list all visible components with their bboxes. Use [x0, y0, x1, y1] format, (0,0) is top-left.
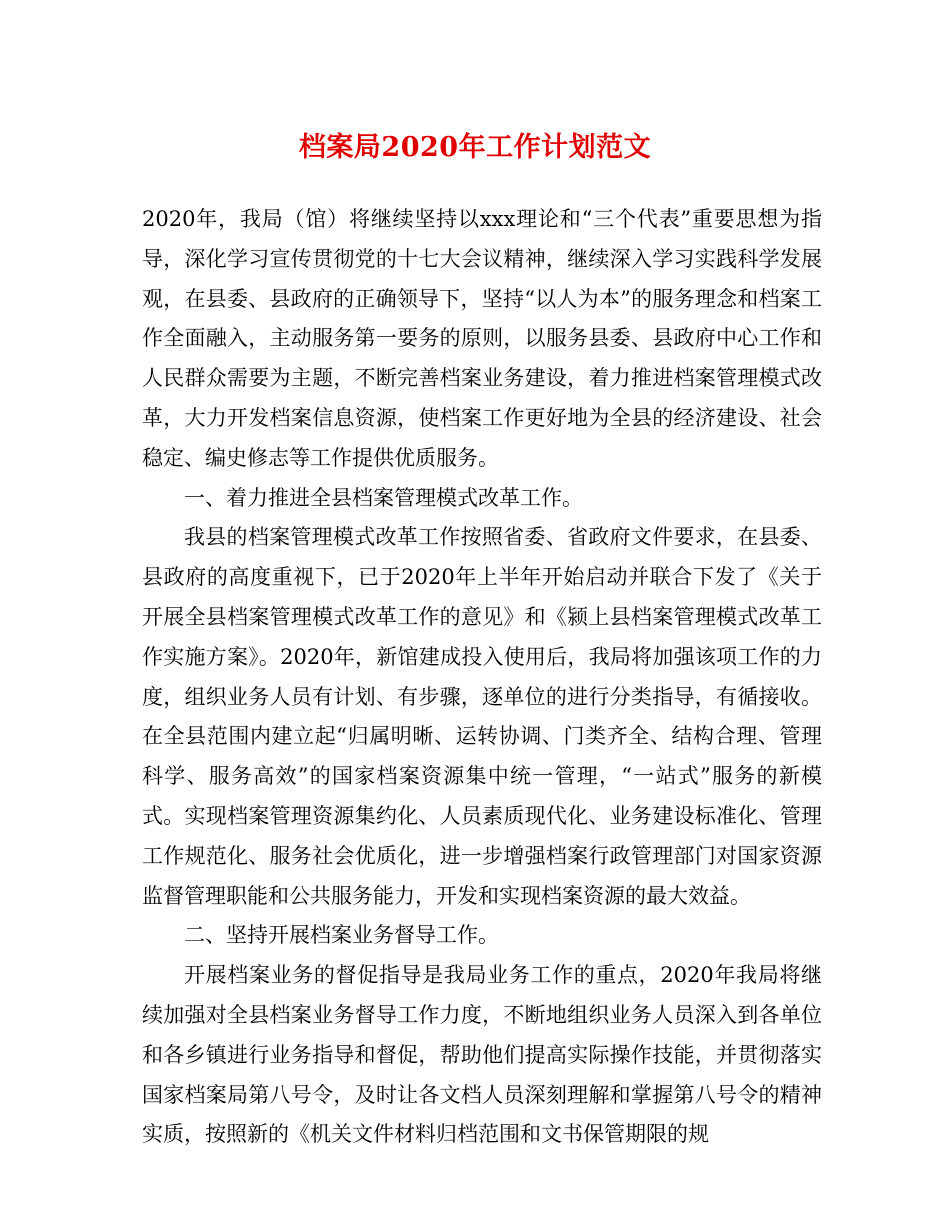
section-heading-1: 一、着力推进全县档案管理模式改革工作。 — [184, 485, 583, 510]
paragraph-section-2: 开展档案业务的督促指导是我局业务工作的重点，2020年我局将继续加强对全县档案业务督导工作力度，不断地组织业务人员深入到各单位和各乡镇进行业务指导和督促，帮助他们提高实际操作技能，并贯彻落实国家档案局第八号令，及时让各文档人员深刻理解和掌握第八号令的精神实质，按照新的《机关文件材料归档范围和文书保管期限的规 — [142, 963, 822, 1147]
document-body — [142, 200, 822, 1155]
document-title: 档案局2020年工作计划范文 — [298, 132, 652, 163]
section-heading-2: 二、坚持开展档案业务督导工作。 — [184, 923, 499, 948]
paragraph-intro: 2020年，我局（馆）将继续坚持以xxx理论和“三个代表”重要思想为指导，深化学习宣传贯彻党的十七大会议精神，继续深入学习实践科学发展观，在县委、县政府的正确领导下，坚持“以人为本”的服务理念和档案工作全面融入，主动服务第一要务的原则，以服务县委、县政府中心工作和人民群众需要为主题，不断完善档案业务建设，着力推进档案管理模式改革，大力开发档案信息资源，使档案工作更好地为全县的经济建设、社会稳定、编史修志等工作提供优质服务。 — [142, 207, 822, 470]
paragraph-section-1: 我县的档案管理模式改革工作按照省委、省政府文件要求，在县委、县政府的高度重视下，已于2020年上半年开始启动并联合下发了《关于开展全县档案管理模式改革工作的意见》和《颍上县档案管理模式改革工作实施方案》。2020年，新馆建成投入使用后，我局将加强该项工作的力度，组织业务人员有计划、有步骤，逐单位的进行分类指导，有循接收。在全县范围内建立起“归属明晰、运转协调、门类齐全、结构合理、管理科学、服务高效”的国家档案资源集中统一管理，“一站式”服务的新模式。实现档案管理资源集约化、人员素质现代化、业务建设标准化、管理工作规范化、服务社会优质化，进一步增强档案行政管理部门对国家资源监督管理职能和公共服务能力，开发和实现档案资源的最大效益。 — [142, 525, 822, 908]
